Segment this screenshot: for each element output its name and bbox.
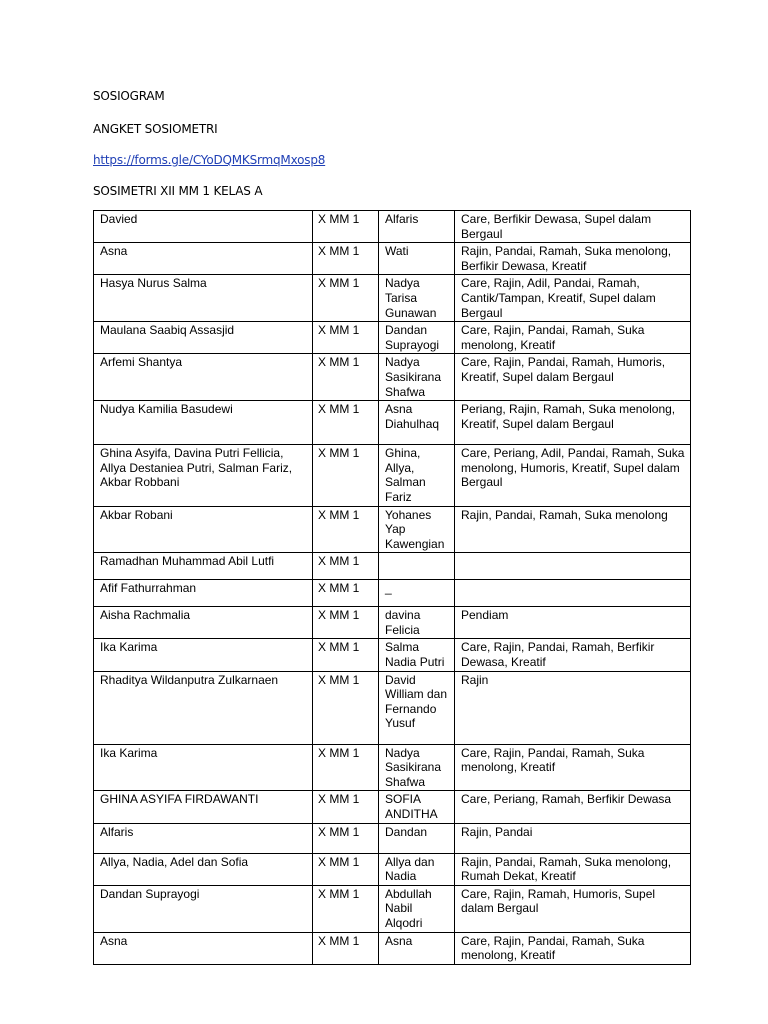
cell-name: Rhaditya Wildanputra Zulkarnaen: [94, 671, 313, 744]
table-row: [94, 506, 691, 553]
table-row: [94, 823, 691, 853]
table-heading: SOSIMETRI XII MM 1 KELAS A: [93, 184, 263, 198]
cell-choice: Nadya Sasikirana Shafwa: [379, 354, 455, 401]
cell-choice: davina Felicia: [379, 607, 455, 639]
cell-choice: Dandan: [379, 823, 455, 853]
cell-name: Asna: [94, 932, 313, 964]
table-row: [94, 354, 691, 401]
cell-name: GHINA ASYIFA FIRDAWANTI: [94, 791, 313, 823]
cell-choice: Wati: [379, 243, 455, 275]
cell-reason: Rajin, Pandai, Ramah, Suka menolong, Rumah Dekat, Kreatif: [455, 853, 691, 885]
cell-reason: Care, Berfikir Dewasa, Supel dalam Bergaul: [455, 211, 691, 243]
cell-name: Asna: [94, 243, 313, 275]
cell-reason: Care, Rajin, Pandai, Ramah, Suka menolong, Kreatif: [455, 744, 691, 791]
cell-choice: [379, 553, 455, 580]
cell-class: X MM 1: [313, 671, 379, 744]
cell-class: X MM 1: [313, 853, 379, 885]
sociometry-table: [93, 210, 691, 965]
cell-reason: Care, Rajin, Adil, Pandai, Ramah, Cantik/Tampan, Kreatif, Supel dalam Bergaul: [455, 275, 691, 322]
table-row: [94, 275, 691, 322]
cell-choice: Allya dan Nadia: [379, 853, 455, 885]
cell-name: Arfemi Shantya: [94, 354, 313, 401]
cell-reason: Care, Rajin, Pandai, Ramah, Suka menolong, Kreatif: [455, 932, 691, 964]
cell-name: Ramadhan Muhammad Abil Lutfi: [94, 553, 313, 580]
cell-class: X MM 1: [313, 401, 379, 445]
cell-reason: Care, Rajin, Ramah, Humoris, Supel dalam Bergaul: [455, 885, 691, 932]
cell-choice: Ghina, Allya, Salman Fariz: [379, 445, 455, 506]
table-row: [94, 932, 691, 964]
cell-name: Nudya Kamilia Basudewi: [94, 401, 313, 445]
cell-class: X MM 1: [313, 607, 379, 639]
table-row: [94, 445, 691, 506]
cell-choice: Yohanes Yap Kawengian: [379, 506, 455, 553]
cell-choice: David William dan Fernando Yusuf: [379, 671, 455, 744]
cell-choice: _: [379, 580, 455, 607]
table-row: [94, 211, 691, 243]
cell-choice: Dandan Suprayogi: [379, 322, 455, 354]
cell-class: X MM 1: [313, 275, 379, 322]
cell-class: X MM 1: [313, 791, 379, 823]
table-row: [94, 553, 691, 580]
cell-reason: Rajin, Pandai, Ramah, Suka menolong: [455, 506, 691, 553]
cell-name: Ghina Asyifa, Davina Putri Fellicia, Allya Destaniea Putri, Salman Fariz, Akbar Robbani: [94, 445, 313, 506]
cell-name: Akbar Robani: [94, 506, 313, 553]
cell-reason: [455, 553, 691, 580]
cell-name: Ika Karima: [94, 639, 313, 671]
cell-name: Dandan Suprayogi: [94, 885, 313, 932]
cell-class: X MM 1: [313, 553, 379, 580]
cell-class: X MM 1: [313, 506, 379, 553]
cell-reason: Rajin: [455, 671, 691, 744]
cell-choice: Nadya Sasikirana Shafwa: [379, 744, 455, 791]
cell-choice: Nadya Tarisa Gunawan: [379, 275, 455, 322]
table-row: [94, 607, 691, 639]
table-row: [94, 671, 691, 744]
table-row: [94, 401, 691, 445]
cell-name: Hasya Nurus Salma: [94, 275, 313, 322]
cell-class: X MM 1: [313, 932, 379, 964]
cell-class: X MM 1: [313, 580, 379, 607]
table-row: [94, 322, 691, 354]
cell-choice: Asna Diahulhaq: [379, 401, 455, 445]
cell-name: Alfaris: [94, 823, 313, 853]
cell-choice: Asna: [379, 932, 455, 964]
doc-subtitle: ANGKET SOSIOMETRI: [93, 122, 218, 136]
table-row: [94, 885, 691, 932]
cell-name: Afif Fathurrahman: [94, 580, 313, 607]
cell-name: Ika Karima: [94, 744, 313, 791]
cell-reason: Rajin, Pandai, Ramah, Suka menolong, Berfikir Dewasa, Kreatif: [455, 243, 691, 275]
cell-reason: [455, 580, 691, 607]
cell-class: X MM 1: [313, 639, 379, 671]
cell-class: X MM 1: [313, 885, 379, 932]
table-row: [94, 639, 691, 671]
cell-name: Maulana Saabiq Assasjid: [94, 322, 313, 354]
cell-reason: Pendiam: [455, 607, 691, 639]
cell-reason: Rajin, Pandai: [455, 823, 691, 853]
cell-reason: Care, Periang, Adil, Pandai, Ramah, Suka menolong, Humoris, Kreatif, Supel dalam Bergaul: [455, 445, 691, 506]
cell-name: Aisha Rachmalia: [94, 607, 313, 639]
table-row: [94, 853, 691, 885]
cell-choice: Abdullah Nabil Alqodri: [379, 885, 455, 932]
cell-class: X MM 1: [313, 354, 379, 401]
cell-choice: SOFIA ANDITHA: [379, 791, 455, 823]
cell-reason: Care, Rajin, Pandai, Ramah, Suka menolong, Kreatif: [455, 322, 691, 354]
cell-reason: Care, Rajin, Pandai, Ramah, Berfikir Dewasa, Kreatif: [455, 639, 691, 671]
cell-class: X MM 1: [313, 211, 379, 243]
cell-class: X MM 1: [313, 243, 379, 275]
cell-reason: Care, Rajin, Pandai, Ramah, Humoris, Kreatif, Supel dalam Bergaul: [455, 354, 691, 401]
cell-reason: Care, Periang, Ramah, Berfikir Dewasa: [455, 791, 691, 823]
cell-name: Davied: [94, 211, 313, 243]
table-row: [94, 243, 691, 275]
cell-choice: Alfaris: [379, 211, 455, 243]
table-row: [94, 744, 691, 791]
cell-class: X MM 1: [313, 322, 379, 354]
table-row: [94, 791, 691, 823]
cell-class: X MM 1: [313, 445, 379, 506]
form-link[interactable]: https://forms.gle/CYoDQMKSrmqMxosp8: [93, 153, 326, 167]
table-row: [94, 580, 691, 607]
cell-reason: Periang, Rajin, Ramah, Suka menolong, Kreatif, Supel dalam Bergaul: [455, 401, 691, 445]
cell-choice: Salma Nadia Putri: [379, 639, 455, 671]
cell-class: X MM 1: [313, 744, 379, 791]
cell-name: Allya, Nadia, Adel dan Sofia: [94, 853, 313, 885]
doc-title: SOSIOGRAM: [93, 89, 165, 103]
cell-class: X MM 1: [313, 823, 379, 853]
